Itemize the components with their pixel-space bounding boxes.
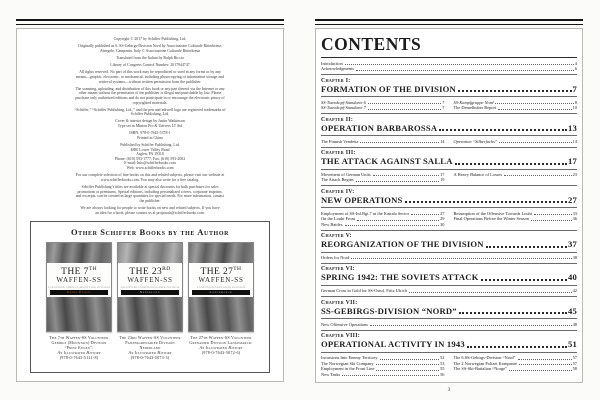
contents-page: [315, 28, 583, 383]
toc-entry-label: A Heavy Balance of Losses: [453, 172, 503, 178]
toc-front-matter: [321, 61, 577, 72]
toc-page-number: 4: [574, 61, 577, 66]
toc-subentry-columns: [321, 355, 577, 377]
dot-leader: [345, 64, 574, 65]
cover-title-line2: WAFFEN-SS: [198, 276, 244, 285]
book-cover: [188, 242, 254, 332]
copyright-line: Schiffer Publishing, Ltd.: [130, 112, 170, 117]
toc-separator: [321, 318, 577, 319]
cover-bottom-photo: [47, 297, 111, 331]
toc-entry-label: The 6.SS-Gebirgs-Division “Nord”: [453, 355, 516, 361]
toc-separator: [321, 263, 577, 264]
toc-separator: [321, 96, 577, 97]
toc-subentry-column: [321, 139, 445, 144]
toc-entry: [321, 66, 577, 71]
toc-page-number: 7: [442, 105, 445, 111]
dot-leader: [409, 292, 572, 293]
dot-leader: [351, 258, 571, 259]
dot-leader: [519, 364, 572, 365]
toc-chapter-label: Chapter VII:: [321, 299, 358, 306]
other-books-heading: Other Schiffer Books by the Author: [70, 227, 230, 237]
toc-subentry-column: [321, 255, 577, 260]
copyright-line: Library of Congress Control Number: 2017944747: [110, 63, 190, 68]
copyright-paragraph: [51, 56, 249, 61]
dot-leader: [458, 90, 572, 92]
copyright-paragraph: [51, 87, 249, 105]
copyright-paragraph: [51, 185, 249, 203]
copyright-paragraph: [51, 63, 249, 68]
toc-entry-label: New Battles: [321, 221, 343, 227]
toc-entry: [454, 105, 578, 110]
toc-page-number: 23: [572, 172, 577, 178]
dot-leader: [376, 364, 440, 365]
caption-line: (978-0-7643-5073-3): [130, 355, 170, 360]
toc-entry-label: Incursions Into Enemy Territory: [321, 355, 378, 361]
toc-entry-label: The Finnish Vendetta: [321, 138, 359, 144]
toc-page-number: 8: [574, 99, 577, 105]
copyright-line: E-mail: Info@schifferbooks.com: [124, 161, 176, 166]
toc-chapter-title: FORMATION OF THE DIVISION: [321, 83, 456, 94]
toc-entry-label: The Attack Begins: [321, 177, 354, 183]
toc-separator: [321, 147, 577, 148]
toc-page-number: 36: [572, 216, 577, 222]
toc-page-number: 57: [572, 355, 577, 361]
copyright-line: Phone: (610) 593-1777; Fax: (610) 593-2002: [114, 156, 186, 161]
copyright-paragraph: [51, 173, 249, 182]
caption-line: (978-0-7643-5072-6): [201, 350, 241, 355]
cover-title: THE 7TH: [61, 266, 97, 278]
toc-separator: [321, 207, 577, 208]
caption-line: An Illustrated History: [57, 350, 101, 355]
cover-subtitle: VOLUNTEER GRENADIER DIVISION: [196, 285, 246, 289]
toc-page-number: 38: [572, 255, 577, 261]
copyright-line: and excerpts, can be created in large quantities for special needs. For more information, contact: [75, 194, 225, 199]
copyright-line: 4880 Lower Valley Road: [130, 147, 170, 152]
copyright-line: Cover & interior design by Justin Watkinson: [115, 119, 185, 124]
toc-subentry-columns: [321, 100, 577, 111]
caption-line: Gebirgs (Mountain) Division: [51, 340, 107, 345]
dot-leader: [481, 279, 567, 281]
book-caption: [189, 335, 252, 355]
dot-leader: [368, 109, 441, 110]
toc-subentry-columns: [321, 139, 577, 144]
copyright-line: “Schiffer,” “Schiffer Publishing, Ltd.,” and the pen and inkwell logo are registered trademarks of: [74, 107, 226, 112]
copyright-line: purchase only authorized editions and do not participate in or encourage the electronic piracy of: [75, 95, 225, 100]
toc-separator: [321, 296, 577, 297]
toc-entry: [321, 105, 445, 110]
copyright-line: All rights reserved. No part of this work may be reproduced or used in any forms or by any: [79, 70, 221, 75]
book-caption: [119, 335, 180, 360]
toc-chapter-title-row: [321, 272, 577, 282]
copyright-line: For our complete selection of fine books on this and related subjects, please visit our website at: [75, 173, 225, 178]
toc-entry: [321, 222, 445, 227]
toc-subentry-column: [454, 172, 578, 183]
toc-subentry-column: [454, 100, 578, 111]
dot-leader: [356, 70, 574, 71]
toc-page-number: 58: [572, 366, 577, 372]
toc-separator: [321, 230, 577, 231]
toc-entry-label: Resumption of the Offensive Towards Louhi: [453, 210, 532, 216]
copyright-line: Atglen, PA 19310: [136, 152, 164, 157]
toc-separator: [321, 330, 577, 331]
toc-chapter-title-row: [321, 123, 577, 133]
toc-subentry-column: [454, 211, 578, 227]
toc-page-number: 56: [440, 371, 445, 377]
caption-line: The 7th Waffen-SS Volunteer: [49, 335, 109, 340]
toc-chapter-label: Chapter IV:: [321, 188, 355, 195]
toc-subentry-column: [321, 288, 577, 293]
toc-page-number: 51: [568, 339, 577, 350]
copyright-line: Copyright © 2017 by Schiffer Publishing, Ltd.: [113, 37, 187, 41]
cover-top-photo: [47, 243, 111, 263]
dot-leader: [531, 220, 572, 221]
toc-entry: [321, 322, 577, 327]
toc-entry: [454, 366, 578, 371]
book-item: [117, 242, 183, 360]
book-cover: [46, 242, 112, 332]
cover-band: Langemarck: [192, 290, 250, 296]
contents-title-rule: [321, 57, 577, 58]
toc-separator: [321, 285, 577, 286]
copyright-line: Originally published as 6. SS-Gebirgs-Division Nord by Associazione Culturale Ritterkreuz,: [78, 44, 222, 49]
toc-subentry-columns: [321, 255, 577, 260]
book-item: [188, 242, 254, 360]
caption-line: An Illustrated History: [199, 345, 243, 350]
toc-entry-label: SS-Totenkopf-Standarte 7: [321, 105, 366, 111]
copyright-line: promotions or premiums. Special editions, including personalized covers, corporate imprints,: [77, 189, 223, 194]
toc-separator: [321, 185, 577, 186]
dot-leader: [360, 142, 439, 143]
toc-subentry-column: [321, 100, 445, 111]
toc-chapter-label: Chapter V:: [321, 233, 352, 240]
toc-entry-label: Employment of SS-Inf.Rgt.7 in the Kairala Sector: [321, 210, 410, 216]
dot-leader: [467, 346, 567, 348]
copyright-line: Translated from the Italian by Ralph Riccio: [116, 55, 184, 60]
other-books-panel: [30, 221, 270, 373]
caption-line: Nederland: [139, 345, 161, 350]
copyright-paragraph: [51, 70, 249, 84]
copyright-page: [16, 28, 284, 382]
toc-subentry-columns: [321, 322, 577, 327]
cover-top-photo: [118, 243, 182, 263]
toc-subentry-columns: [321, 211, 577, 227]
toc-entry-label: The SS-Ski-Battalion “Norge”: [453, 366, 508, 372]
caption-line: The 27th Waffen-SS Volunteer: [190, 335, 252, 340]
toc-entry-label: Introduction: [321, 61, 343, 66]
book-item: [46, 242, 112, 360]
toc-page-number: 52: [440, 355, 445, 361]
toc-entry-label: SS-Kampfgruppe Nord: [453, 99, 494, 105]
toc-chapter-title: OPERATIONAL ACTIVITY IN 1943: [321, 339, 465, 350]
page-number: 3: [447, 387, 451, 393]
toc-separator: [321, 352, 577, 353]
toc-page-number: 19: [440, 177, 445, 183]
dot-leader: [459, 312, 567, 314]
dot-leader: [356, 181, 439, 182]
toc-page-number: 27: [440, 210, 445, 216]
book-cover: [117, 242, 183, 332]
copyright-paragraph: [51, 143, 249, 171]
copyright-line: an idea for a book, please contact us at proposals@schifferbooks.com.: [95, 210, 205, 215]
toc-chapter-title-row: [321, 84, 577, 94]
toc-entry: [454, 216, 578, 221]
copyright-line: copyrighted materials.: [132, 100, 168, 105]
caption-line: Grenadier Division Langemarck:: [189, 340, 253, 345]
toc-page-number: 13: [568, 122, 577, 133]
copyright-line: We are always looking for people to write books on new and related subjects. If you have: [80, 205, 220, 210]
toc-page-number: 57: [572, 360, 577, 366]
toc-entry-label: The Norwegian Ski Company: [321, 360, 374, 366]
toc-separator: [321, 252, 577, 253]
toc-page-number: 6: [574, 66, 577, 72]
toc-entry-label: New Offensive Operations: [321, 321, 368, 327]
dot-leader: [499, 142, 571, 143]
dot-leader: [345, 225, 440, 226]
cover-subtitle: VOLUNTEER PANZERGRENADIER DIVISION: [120, 285, 180, 289]
toc-subentry-column: [321, 172, 445, 183]
dot-leader: [411, 214, 439, 215]
caption-line: An Illustrated History: [128, 350, 172, 355]
copyright-line: Type set in Minion Pro & Univers LT Std: [117, 124, 183, 129]
toc-entry: [321, 177, 445, 182]
dot-leader: [504, 175, 572, 176]
copyright-paragraph: [51, 119, 249, 128]
caption-line: The 23rd Waffen-SS Volunteer: [119, 335, 181, 340]
toc-page-number: 14: [572, 138, 577, 144]
toc-subentry-column: [454, 139, 578, 144]
toc-entry: [454, 139, 578, 144]
toc-page-number: 17: [440, 172, 445, 178]
toc-chapter-title: REORGANIZATION OF THE DIVISION: [321, 239, 484, 250]
cover-top-photo: [189, 243, 253, 263]
toc-page-number: 37: [568, 239, 577, 250]
toc-chapter-label: Chapter II:: [321, 116, 354, 123]
toc-chapter-title-row: [321, 239, 577, 249]
toc-page-number: 10: [572, 105, 577, 111]
toc-entry-label: Operation “Silberfuchs”: [453, 138, 498, 144]
toc-entry-label: Acknowledgments: [321, 66, 354, 72]
toc-page-number: 29: [440, 216, 445, 222]
copyright-line: Schiffer Publishing’s titles are available at special discounts for bulk purchases for sales: [81, 184, 219, 189]
cover-title-ordinal: RD: [162, 266, 171, 272]
right-page-top-rule: [315, 19, 583, 25]
toc-page-number: 48: [572, 321, 577, 327]
toc-entry-label: Employment in the Front Line: [321, 366, 375, 372]
copyright-line: www.schifferbooks.com. You may also write for a free catalog.: [100, 177, 200, 182]
toc-subentry-column: [321, 355, 445, 377]
caption-line: (978-0-7643-5121-8): [59, 355, 99, 360]
dot-leader: [357, 220, 439, 221]
caption-line: Panzergrenadier Division: [125, 340, 175, 345]
copyright-line: retrieval systems—without written permission from the publisher.: [98, 79, 202, 84]
copyright-line: Abergele, Campania, Italy © Associazione Culturale Ritterkreuz: [99, 48, 201, 53]
cover-bottom-photo: [189, 297, 253, 331]
toc-page-number: 53: [440, 360, 445, 366]
dot-leader: [376, 370, 439, 371]
toc-entry: [454, 172, 578, 177]
toc-entry: [321, 288, 577, 293]
cover-title-ordinal: TH: [233, 266, 242, 272]
copyright-line: The scanning, uploading, and distribution of this book or any part thereof via the Internet or any: [75, 86, 225, 91]
copyright-paragraph: [51, 108, 249, 117]
toc-chapter-label: Chapter VI:: [321, 266, 355, 273]
cover-subtitle: VOLUNTEER GEBIRGS (MOUNTAIN) DIVISION: [47, 285, 111, 289]
toc-chapter-label: Chapter I:: [321, 77, 351, 84]
dot-leader: [498, 109, 571, 110]
toc-separator: [321, 113, 577, 114]
dot-leader: [380, 359, 440, 360]
toc-page-number: 45: [568, 305, 577, 316]
copyright-line: Web: www.schifferbooks.com: [126, 166, 174, 170]
toc-subentry-columns: [321, 172, 577, 183]
toc-page-number: 40: [568, 272, 577, 283]
toc-page-number: 17: [568, 156, 577, 167]
cover-title-line2: WAFFEN-SS: [56, 276, 102, 285]
copyright-paragraph: [51, 206, 249, 215]
copyright-paragraph: [51, 44, 249, 53]
dot-leader: [486, 246, 567, 248]
toc-chapter-title: SPRING 1942: THE SOVIETS ATTACK: [321, 272, 479, 283]
toc-subentry-column: [454, 355, 578, 377]
toc-entry-label: Orders for Nord: [321, 255, 350, 261]
copyright-line: ISBN: 978-0-7643-5378-1: [129, 131, 171, 136]
cover-title: THE 23RD: [129, 266, 171, 278]
cover-title-line2: WAFFEN-SS: [127, 276, 173, 285]
toc-entry-label: German Cross in Gold for SS-Ostuf. Fritz Ulrich: [321, 288, 407, 294]
copyright-line: Published by Schiffer Publishing, Ltd.: [120, 143, 180, 148]
dot-leader: [534, 214, 572, 215]
toc-chapter-label: Chapter VIII:: [321, 333, 360, 340]
toc-page-number: 30: [440, 221, 445, 227]
toc-chapter-title: SS-GEBIRGS-DIVISION “NORD”: [321, 305, 457, 316]
book-covers-row: [31, 237, 269, 360]
toc-entry-label: On the Louhi Front: [321, 216, 356, 222]
copyright-line: Printed in China: [137, 135, 163, 140]
toc-entry-label: Movement of German Units: [321, 172, 371, 178]
cover-band: Nederland: [121, 290, 179, 296]
toc-chapter-title: OPERATION BARBAROSSA: [321, 122, 438, 133]
dot-leader: [495, 103, 573, 104]
dot-leader: [368, 103, 441, 104]
toc-page-number: 55: [440, 366, 445, 372]
toc-entry-label: The Demelhuber Report: [453, 105, 497, 111]
toc-subentry-column: [321, 322, 577, 327]
dot-leader: [342, 375, 439, 376]
toc-chapter-label: Chapter III:: [321, 150, 356, 157]
toc-page-number: 7: [572, 83, 577, 94]
dot-leader: [518, 359, 572, 360]
dot-leader: [455, 163, 567, 165]
toc-entry: [321, 139, 445, 144]
toc-chapter-title: THE ATTACK AGAINST SALLA: [321, 156, 453, 167]
toc-entry-label: SS-Totenkopf-Standarte 6: [321, 99, 366, 105]
cover-title-ordinal: TH: [88, 266, 97, 272]
toc-entry: [321, 255, 577, 260]
toc-chapter-title: NEW OPERATIONS: [321, 194, 403, 205]
caption-line: “Prinz Eugen”:: [64, 345, 94, 350]
toc-entry-label: New Tasks: [321, 371, 341, 377]
cover-bottom-photo: [118, 297, 182, 331]
cover-title: THE 27TH: [200, 266, 242, 278]
copyright-line: means—graphic, electronic, or mechanical, including photocopying or information storage and: [75, 74, 224, 79]
copyright-paragraph: [51, 37, 249, 42]
copyright-line: other means without the permission of the publisher is illegal and punishable by law. Please: [78, 91, 222, 96]
toc-chapter-title-row: [321, 195, 577, 205]
toc-separator: [321, 135, 577, 136]
book-caption: [50, 335, 109, 360]
dot-leader: [405, 201, 567, 203]
toc-page-number: 27: [568, 194, 577, 205]
toc-chapter-title-row: [321, 156, 577, 166]
toc-chapter-title-row: [321, 339, 577, 349]
contents-title: CONTENTS: [321, 34, 422, 54]
toc-page-number: 33: [572, 210, 577, 216]
left-page-top-rule: [16, 19, 284, 25]
toc-page-number: 42: [572, 288, 577, 294]
dot-leader: [370, 325, 572, 326]
dot-leader: [439, 129, 567, 131]
toc-page-number: 7: [442, 99, 445, 105]
dot-leader: [509, 370, 572, 371]
toc-chapters: [321, 74, 577, 377]
toc-entry: [321, 372, 445, 377]
toc-page-number: 14: [440, 138, 445, 144]
copyright-text-block: [17, 29, 283, 215]
toc-entry-label: Final Operations Before the Winter Season: [453, 216, 529, 222]
cover-band: Prinz Eugen: [50, 290, 108, 296]
toc-subentry-columns: [321, 288, 577, 293]
toc-separator: [321, 169, 577, 170]
copyright-line: the publisher.: [139, 198, 161, 203]
toc-entry-label: The 2.Norwegian Polizei Kompanie: [453, 360, 517, 366]
toc-separator: [321, 74, 577, 75]
toc-chapter-title-row: [321, 306, 577, 316]
copyright-paragraph: [51, 131, 249, 140]
toc-subentry-column: [321, 211, 445, 227]
dot-leader: [373, 175, 439, 176]
